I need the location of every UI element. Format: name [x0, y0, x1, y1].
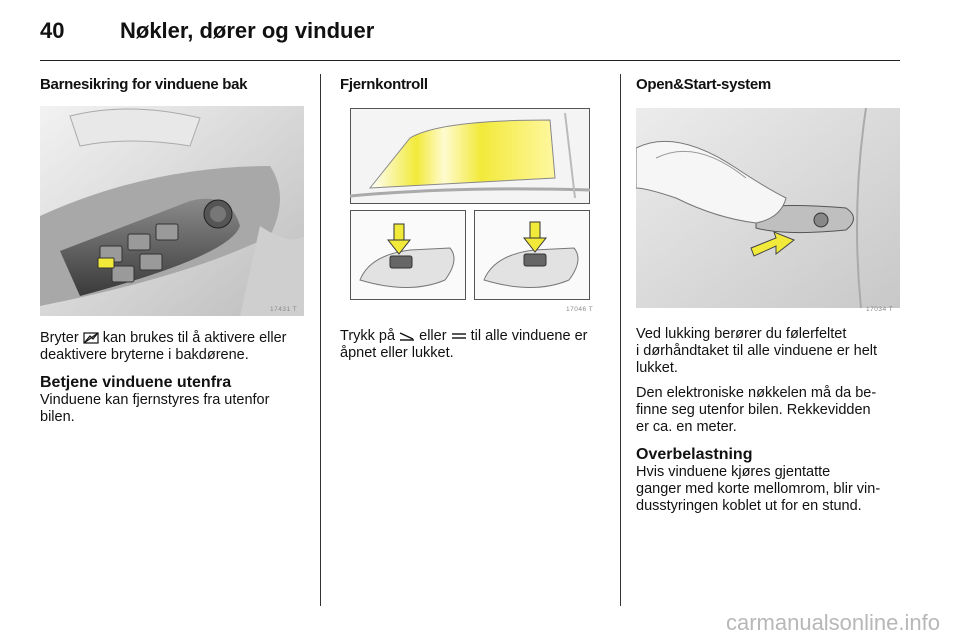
figure-code: 17431 T — [270, 306, 298, 313]
locking-text-line1: Ved lukking berører du følerfeltet — [636, 326, 847, 342]
remote-text-pre: Trykk på — [340, 328, 396, 344]
figure-code: 17034 T — [866, 306, 894, 313]
page-number: 40 — [40, 18, 65, 43]
heading-remote: Fjernkontroll — [340, 76, 428, 93]
key-text-line2: finne seg utenfor bilen. Rekkevidden — [636, 402, 871, 418]
heading-open-start: Open&Start-system — [636, 76, 771, 93]
outside-text-line1: Vinduene kan fjernstyres fra utenfor — [40, 392, 270, 408]
figure-key-open-button — [350, 210, 466, 300]
key-text-line1: Den elektroniske nøkkelen må da be- — [636, 385, 877, 401]
switch-text-line2: deaktivere bryterne i bakdørene. — [40, 347, 249, 363]
column-open-start-text — [636, 326, 908, 515]
overload-text-line2: ganger med korte mellomrom, blir vin- — [636, 481, 881, 497]
watermark: carmanualsonline.info — [725, 610, 940, 635]
figure-window-glass — [350, 108, 590, 204]
column-divider-1 — [320, 74, 321, 606]
locking-text-line3: lukket. — [636, 360, 678, 376]
column-remote-text — [340, 328, 612, 362]
remote-text-line2: åpnet eller lukket. — [340, 345, 454, 361]
overload-text-line1: Hvis vinduene kjøres gjentatte — [636, 464, 831, 480]
window-close-icon — [451, 331, 467, 341]
switch-text-pre: Bryter — [40, 330, 79, 346]
locking-text-line2: i dørhåndtaket til alle vinduene er helt — [636, 343, 878, 359]
window-open-icon — [399, 331, 415, 341]
subheading-overload: Overbelastning — [636, 446, 753, 463]
child-lock-icon — [83, 332, 99, 344]
key-text-line3: er ca. en meter. — [636, 419, 737, 435]
figure-door-switches — [40, 106, 304, 316]
figure-key-close-button — [474, 210, 590, 300]
column-open-start — [636, 76, 906, 93]
column-divider-2 — [620, 74, 621, 606]
subheading-operate-outside: Betjene vinduene utenfra — [40, 374, 232, 391]
figure-code: 17046 T — [566, 306, 594, 313]
column-remote — [340, 76, 610, 93]
remote-text-post: til alle vinduene er — [470, 328, 588, 344]
remote-text-mid: eller — [419, 328, 447, 344]
overload-text-line3: dusstyringen koblet ut for en stund. — [636, 498, 862, 514]
column-child-lock-text — [40, 330, 315, 426]
column-child-lock — [40, 76, 310, 93]
header-rule — [40, 60, 900, 61]
figure-door-handle — [636, 108, 900, 308]
heading-child-lock: Barnesikring for vinduene bak — [40, 76, 248, 93]
switch-text-post: kan brukes til å aktivere eller — [102, 330, 287, 346]
page-title: Nøkler, dører og vinduer — [120, 18, 375, 43]
outside-text-line2: bilen. — [40, 409, 75, 425]
